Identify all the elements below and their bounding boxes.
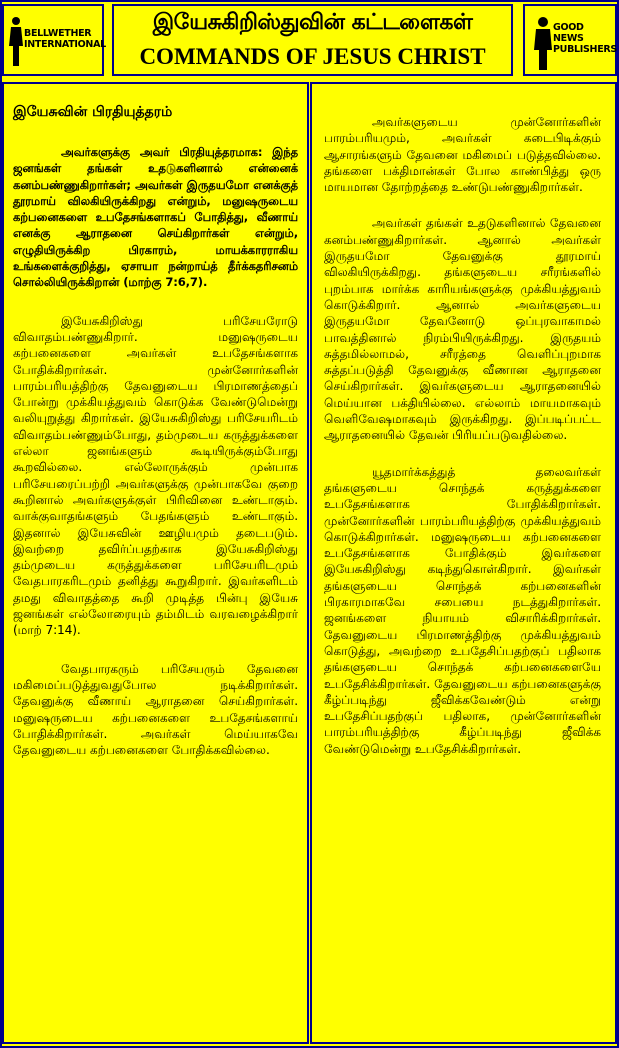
bellwether-logo-text: BELLWETHER INTERNATIONAL <box>24 28 106 50</box>
scripture-quote: அவர்களுக்கு அவர் பிரதியுத்தரமாக: இந்த ஜனங்கள் தங்கள் உதடுகளினால் என்னைக் கனம்பண்ணுகிறார்கள்; அவர்கள் இருதயமோ எனக்குத் தூரமாய் விலகியிருக்கிறது என்றும், மனுஷருடைய கற்பனைகளை உபதேசங்களாகப் போதித்து, வீணாய் எனக்கு ஆராதனை செய்கிறார்கள் என்றும், எழுதியிருக்கிற பிரகாரம், மாயக்காரராகிய உங்களைக்குறித்து, ஏசாயா நன்றாய்த் தீர்க்கதரிசனம் சொல்லியிருக்கிறான் (மாற்கு 7:6,7). <box>13 145 298 290</box>
body-paragraph: வேதபாரகரும் பரிசேயரும் தேவனை மகிமைப்படுத்துவதுபோல நடிக்கிறார்கள். தேவனுக்கு வீணாய் ஆராதனை செய்கிறார்கள். மனுஷருடைய கற்பனைகளை உபதேசங்களாய் போதிக்கிறார்கள். அவர்கள் மெய்யாகவே தேவனுடைய கற்பனைகளை போதிக்கவில்லை. <box>13 661 298 758</box>
good-news-figure-icon <box>533 16 553 72</box>
body-paragraph: அவர்கள் தங்கள் உதடுகளினால் தேவனை கனம்பண்ணுகிறார்கள். ஆனால் அவர்கள் இருதயமோ தேவனுக்கு தூரமாய் விலகியிருக்கிறது. தங்களுடைய சரீரங்களில் புறம்பாக மார்க்க காரியங்களுக்கு முக்கியத்துவம் கொடுக்கிறார். ஆனால் அவர்களுடைய இருதயமோ தேவனோடு ஒப்புரவாகாமல் பாவத்தினால் நிரம்பியிருக்கிறது. இருதயம் சுத்தமில்லாமல், சரீரத்தை வெளிப்புறமாக சுத்தப்படுத்தி தேவனுக்கு வீணான ஆராதனை செய்கிறார்கள். இவர்களுடைய ஆராதனையில் மெய்யான பக்தியில்லை. எல்லாம் மாயமாகவும் வெளிவேஷமாகவும் இருக்கிறது. இப்படிப்பட்ட ஆராதனையில் தேவன் பிரியப்படுவதில்லை. <box>324 216 601 443</box>
good-news-logo <box>523 4 617 76</box>
title-tamil: இயேசுகிறிஸ்துவின் கட்டளைகள் <box>152 10 473 35</box>
body-paragraph: யூதமார்க்கத்துத் தலைவர்கள் தங்களுடைய சொந்தக் கருத்துக்களை உபதேசங்களாக போதிக்கிறார்கள். முன்னோர்களின் பாரம்பரியத்திற்கு முக்கியத்துவம் கொடுக்கிறார்கள். மனுஷருடைய கற்பனைகளை உபதேசங்களாக போதிக்கும் இவர்களை இயேசுகிறிஸ்து கடிந்துகொள்கிறார். இவர்கள் தங்களுடைய சொந்தக் கற்பனைகளின் பிரகாரமாகவே சபையை நடத்துகிறார்கள். ஜனங்களை நியாயம் விசாரிக்கிறார்கள். தேவனுடைய பிரமாணத்திற்கு முக்கியத்துவம் கொடுத்து, அவற்றை உபதேசிப்பதற்குப் பதிலாக தங்களுடைய சொந்தக் கற்பனைகளையே உபதேசிக்கிறார்கள். தேவனுடைய கற்பனைகளுக்கு கீழ்ப்படிந்து ஜீவிக்கவேண்டும் என்று உபதேசிப்பதற்குப் பதிலாக, முன்னோர்களின் பாரம்பரியத்திற்கு கீழ்ப்படிந்து ஜீவிக்க வேண்டுமென்று உபதேசிக்கிறார்கள். <box>324 464 601 756</box>
good-news-logo-text: GOOD NEWS PUBLISHERS <box>553 22 617 55</box>
body-paragraph: அவர்களுடைய முன்னோர்களின் பாரம்பரியமும், அவர்கள் கடைபிடிக்கும் ஆசாரங்களும் தேவனை மகிமைப் படுத்தவில்லை. தங்களை பக்திமான்கள் போல காண்பித்து ஒரு மாயமான தோற்றத்தை உண்டுபண்ணுகிறார்கள். <box>324 115 601 195</box>
title-box <box>112 4 513 76</box>
right-column <box>310 82 617 1044</box>
left-column <box>2 82 309 1044</box>
body-paragraph: இயேசுகிறிஸ்து பரிசேயரோடு விவாதம்பண்ணுகிறார். மனுஷருடைய கற்பனைகளை அவர்கள் உபதேசங்களாக போதிக்கிறார்கள். முன்னோர்களின் பாரம்பரியத்திற்கு தேவனுடைய பிரமாணத்தைப் போன்று முக்கியத்துவம் கொடுக்க வேண்டுமென்று வலியுறுத்து கிறார்கள். இயேசுகிறிஸ்து பரிசேயரிடம் விவாதம்பண்ணும்போது, தம்முடைய கருத்துக்களை எல்லா ஜனங்களும் கூடியிருக்கும்போது கூறவில்லை. எல்லோருக்கும் முன்பாக பரிசேயரைப்பற்றி அவர்களுக்கு முன்பாகவே குறை கூறினால் அவர்களுக்குள் பிரிவினை உண்டாகும். வாக்குவாதங்களும் பேதங்களும் உண்டாகும். இதனால் இயேசுவின் ஊழியமும் தடைபடும். இவற்றை தவிர்ப்பதற்காக இயேசுகிறிஸ்து தம்முடைய கருத்துக்களை பரிசேயரிடமும் வேதபாரகரிடமும் தனித்து கூறுகிறார். இவர்களிடம் தமது விவாதத்தை கூறி முடித்த பின்பு இயேசு ஜனங்கள் எல்லோரையும் தம்மிடம் வரவழைக்கிறார் (மாற் 7:14). <box>13 313 298 638</box>
header <box>2 2 617 78</box>
bellwether-figure-icon <box>8 16 24 68</box>
title-english: COMMANDS OF JESUS CHRIST <box>139 44 486 69</box>
section-heading: இயேசுவின் பிரதியுத்தரம் <box>13 104 173 120</box>
bellwether-logo <box>2 4 104 76</box>
